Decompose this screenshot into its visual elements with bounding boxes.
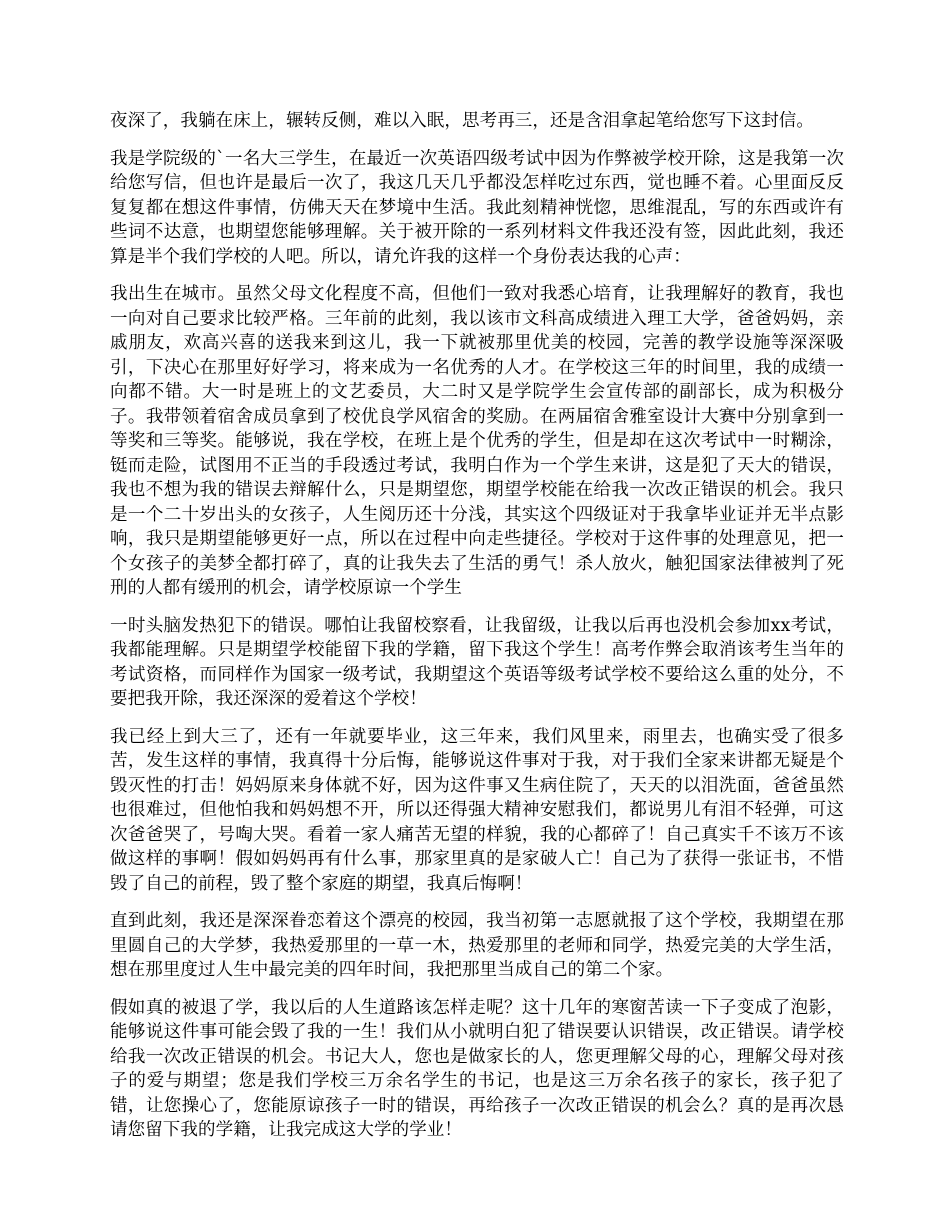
paragraph: 直到此刻，我还是深深眷恋着这个漂亮的校园，我当初第一志愿就报了这个学校，我期望在那里圆自己的大学梦，我热爱那里的一草一木，热爱那里的老师和同学，热爱完美的大学生活，想在那里度过人生中最完美的四年时间，我把那里当成自己的第二个家。	[110, 911, 844, 980]
paragraph: 我是学院级的`一名大三学生，在最近一次英语四级考试中因为作弊被学校开除，这是我第一次给您写信，但也许是最后一次了，我这几天几乎都没怎样吃过东西，觉也睡不着。心里面反反复复都在想这件事情，仿佛天天在梦境中生活。我此刻精神恍惚，思维混乱，写的东西或许有些词不达意，也期望您能够理解。关于被开除的一系列材料文件我还没有签，因此此刻，我还算是半个我们学校的人吧。所以，请允许我的这样一个身份表达我的心声：	[110, 148, 844, 267]
paragraph: 我出生在城市。虽然父母文化程度不高，但他们一致对我悉心培育，让我理解好的教育，我也一向对自己要求比较严格。三年前的此刻，我以该市文科高成绩进入理工大学，爸爸妈妈，亲戚朋友，欢高兴喜的送我来到这儿，我一下就被那里优美的校园，完善的教学设施等深深吸引，下决心在那里好好学习，将来成为一名优秀的人才。在学校这三年的时间里，我的成绩一向都不错。大一时是班上的文艺委员，大二时又是学院学生会宣传部的副部长，成为积极分子。我带领着宿舍成员拿到了校优良学风宿舍的奖励。在两届宿舍雅室设计大赛中分别拿到一等奖和三等奖。能够说，我在学校，在班上是个优秀的学生，但是却在这次考试中一时糊涂，铤而走险，试图用不正当的手段透过考试，我明白作为一个学生来讲，这是犯了天大的错误，我也不想为我的错误去辩解什么，只是期望您，期望学校能在给我一次改正错误的机会。我只是一个二十岁出头的女孩子，人生阅历还十分浅，其实这个四级证对于我拿毕业证并无半点影响，我只是期望能够更好一点，所以在过程中向走些捷径。学校对于这件事的处理意见，把一个女孩子的美梦全都打碎了，真的让我失去了生活的勇气！杀人放火，触犯国家法律被判了死刑的人都有缓刑的机会，请学校原谅一个学生	[110, 284, 844, 598]
paragraph: 我已经上到大三了，还有一年就要毕业，这三年来，我们风里来，雨里去，也确实受了很多苦，发生这样的事情，我真得十分后悔，能够说这件事对于我，对于我们全家来讲都无疑是个毁灭性的打击！妈妈原来身体就不好，因为这件事又生病住院了，天天的以泪洗面，爸爸虽然也很难过，但他怕我和妈妈想不开，所以还得强大精神安慰我们，都说男儿有泪不轻弹，可这次爸爸哭了，号啕大哭。看着一家人痛苦无望的样貌，我的心都碎了！自己真实千不该万不该做这样的事啊！假如妈妈再有什么事，那家里真的是家破人亡！自己为了获得一张证书，不惜毁了自己的前程，毁了整个家庭的期望，我真后悔啊！	[110, 726, 844, 894]
paragraph: 夜深了，我躺在床上，辗转反侧，难以入眠，思考再三，还是含泪拿起笔给您写下这封信。	[110, 111, 814, 131]
paragraph: 假如真的被退了学，我以后的人生道路该怎样走呢？这十几年的寒窗苦读一下子变成了泡影，能够说这件事可能会毁了我的一生！我们从小就明白犯了错误要认识错误，改正错误。请学校给我一次改正错误的机会。书记大人，您也是做家长的人，您更理解父母的心，理解父母对孩子的爱与期望；您是我们学校三万余名学生的书记，也是这三万余名孩子的家长，孩子犯了错，让您操心了，您能原谅孩子一时的错误，再给孩子一次改正错误的机会么？真的是再次恳请您留下我的学籍，让我完成这大学的学业！	[110, 997, 844, 1140]
paragraph: 一时头脑发热犯下的错误。哪怕让我留校察看，让我留级，让我以后再也没机会参加xx考试，我都能理解。只是期望学校能留下我的学籍，留下我这个学生！高考作弊会取消该考生当年的考试资格，而同样作为国家一级考试，我期望这个英语等级考试学校不要给这么重的处分，不要把我开除，我还深深的爱着这个学校！	[110, 615, 844, 709]
document-page	[110, 109, 844, 1156]
